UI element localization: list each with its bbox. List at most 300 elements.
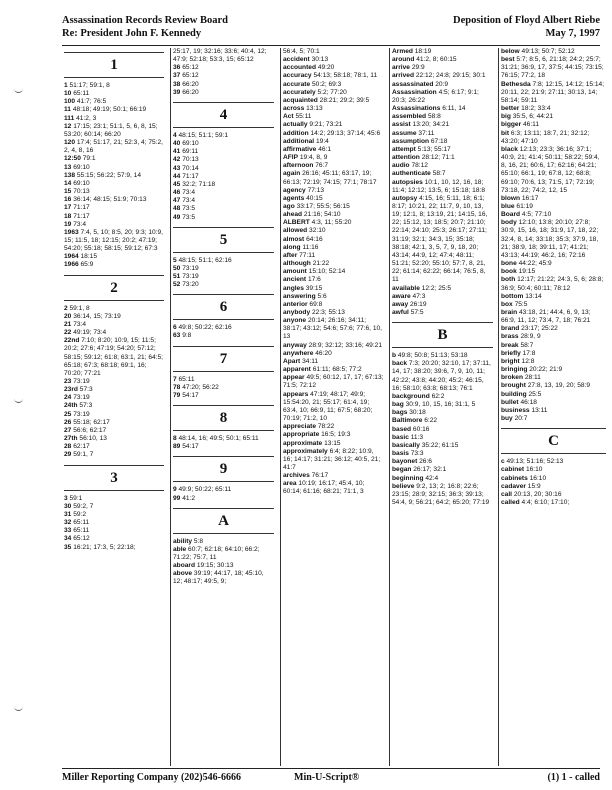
index-word: 36 [173, 64, 181, 72]
index-entry [283, 374, 384, 390]
index-page-refs: 73:4 [182, 189, 196, 197]
index-word: bayonet [392, 458, 418, 466]
index-word: 32 [64, 519, 72, 527]
index-word: 99 [173, 494, 181, 502]
index-page-refs: 32:10 [309, 227, 326, 235]
index-entry [501, 499, 606, 507]
index-word: 41 [173, 148, 181, 156]
index-word: afternoon [283, 162, 314, 170]
index-page-refs: 65:11 [73, 90, 90, 98]
index-word: 27th [64, 435, 78, 443]
index-page-refs: 47:3 [412, 292, 426, 300]
index-word: archives [283, 472, 310, 480]
index-page-refs: 73:5 [182, 213, 196, 221]
index-entry [283, 342, 384, 350]
index-word: beginning [392, 474, 424, 482]
index-word: called [501, 498, 520, 506]
index-entry [392, 352, 493, 360]
index-page-refs: 51:17; 59:1, 8 [69, 82, 110, 89]
index-entry [392, 301, 493, 309]
index-entry [283, 317, 384, 341]
index-entry [392, 146, 493, 154]
index-entry [392, 434, 493, 442]
index-page-refs: 21:16; 54:10 [303, 211, 341, 219]
index-entry [173, 173, 274, 181]
index-entry [392, 450, 493, 458]
index-word: cadaver [501, 482, 526, 490]
index-entry [283, 244, 384, 252]
header-rule [62, 45, 600, 46]
index-page-refs: 67:18 [430, 137, 448, 145]
index-word: box [501, 300, 513, 308]
index-word: background [392, 392, 430, 400]
index-page-refs: 75:5 [514, 300, 528, 308]
index-entry [64, 180, 164, 188]
index-word: ability [173, 537, 193, 545]
index-word: Board [501, 211, 521, 219]
index-entry [501, 105, 606, 113]
index-entry [283, 350, 384, 358]
index-word: back [392, 360, 408, 368]
index-page-refs: 57:5 [410, 309, 424, 316]
index-page-refs: 49:13; 51:16; 52:13 [506, 458, 564, 466]
index-page-refs: 36:14, 15; 73:19 [73, 312, 121, 320]
index-entry [283, 236, 384, 244]
index-entry [173, 81, 274, 89]
index-entry [173, 495, 274, 503]
index-entry [283, 391, 384, 424]
index-word: briefly [501, 349, 521, 357]
index-page-refs: 46:20 [315, 349, 332, 357]
index-word: blown [501, 194, 521, 202]
index-word: 18 [64, 212, 72, 220]
index-page-refs: 4:4; 6:10; 17:10; [521, 498, 570, 506]
index-word: 19 [64, 220, 72, 228]
index-entry [392, 458, 493, 466]
index-page-refs: 58:7 [520, 341, 534, 349]
index-entry [64, 329, 164, 337]
index-entry [173, 72, 274, 80]
index-word: black [501, 145, 518, 153]
index-entry [501, 458, 606, 466]
index-page-refs: 25:17, 19; 32:16; 33:6; 40:4, 12; 47:9; 52:18; 53:3, 15; 65:12 [173, 48, 267, 64]
index-entry [392, 105, 493, 113]
index-page-refs: 60:16 [412, 425, 430, 433]
index-entry [64, 519, 164, 527]
index-page-refs: 26:16; 45:11; 63:17, 19; 66:13; 72:19; 74:15; 77:1; 78:17 [283, 170, 377, 186]
index-word: basically [392, 441, 420, 449]
section-letter-heading: A [173, 508, 274, 534]
index-entry [283, 154, 384, 162]
index-entry [283, 130, 384, 138]
index-word: AFIP [283, 154, 299, 162]
index-page-refs: 13:11 [531, 406, 548, 414]
index-word: basic [392, 433, 409, 441]
index-page-refs: 48:15; 51:1; 59:1 [178, 131, 229, 139]
index-page-refs: 49:20 [317, 64, 335, 72]
index-word: anywhere [283, 349, 314, 357]
index-page-refs: 54:13; 58:18; 78:1, 11 [313, 72, 378, 80]
index-word: autopsies [392, 178, 423, 186]
index-entry [501, 203, 606, 211]
index-page-refs: 73:3 [410, 450, 424, 458]
index-entry [283, 203, 384, 211]
index-page-refs: 69:10 [182, 140, 199, 148]
index-page-refs: 17:8 [522, 349, 536, 357]
index-word: assembled [392, 113, 427, 121]
index-page-refs: 77:11 [299, 251, 316, 259]
index-page-refs: 49:13; 50:7; 52:12 [521, 48, 575, 55]
index-word: audio [392, 162, 410, 170]
index-entry [501, 146, 606, 195]
index-entry [501, 130, 606, 146]
word-index [62, 48, 608, 766]
index-page-refs: 6:3; 13:11; 18:7, 21; 32:12; 43:20; 47:10 [501, 129, 590, 145]
index-page-refs: 4:5; 77:10 [521, 211, 552, 219]
index-word: 25 [64, 410, 72, 418]
index-page-refs: 19:15 [518, 268, 536, 276]
index-entry [283, 187, 384, 195]
index-entry [283, 285, 384, 293]
index-page-refs: 27:8, 13, 19, 20; 58:9 [527, 382, 591, 390]
index-page-refs: 41:2, 8; 60:15 [416, 56, 457, 64]
index-entry [283, 211, 384, 219]
index-page-refs: 55:11 [295, 113, 312, 121]
index-page-refs: 28:11 [524, 374, 541, 382]
index-entry [283, 431, 384, 439]
index-word: accident [283, 56, 310, 64]
index-page-refs: 49:8; 50:8; 51:13; 53:18 [397, 352, 468, 360]
column-divider [389, 48, 390, 766]
section-letter-heading: B [392, 322, 493, 348]
index-page-refs: 47:20; 56:22 [182, 383, 219, 391]
index-page-refs: 5:7; 8:5, 6, 21:18; 24:2; 25:7; 31:21; 36:9, 17, 37:5; 44:15; 73:15; 76:15; 77:2, 18 [501, 56, 604, 80]
index-page-refs: 12:10; 13:8; 20:10; 27:8; 30:9, 15, 16, 18; 31:9, 17, 18, 22; 32:4, 8, 14; 33:18; 35:3; 37:9, 18, 21; 38:9, 18; 39:11, 17; 41:21; 43:13; 44:19; 46:2, 16; 72:16 [501, 219, 599, 259]
index-word: approximately [283, 447, 328, 455]
index-page-refs: 19:4 [315, 137, 329, 145]
index-page-refs: 71:17 [182, 172, 199, 180]
index-page-refs: 65:11 [178, 375, 195, 383]
index-page-refs: 78:12 [411, 162, 428, 170]
section-letter-heading: 2 [64, 275, 164, 301]
index-page-refs: 76:7 [315, 162, 329, 170]
index-word: believe [392, 482, 415, 490]
index-word: appropriate [283, 431, 320, 439]
index-word: ancient [283, 276, 307, 284]
index-page-refs: 16:5; 19:3 [321, 431, 351, 439]
index-word: bit [501, 129, 510, 137]
index-word: awful [392, 309, 409, 316]
index-page-refs: 76:17 [311, 472, 329, 480]
index-page-refs: 28:21; 29:2; 39:5 [319, 96, 370, 104]
index-entry [392, 285, 493, 293]
index-word: 29 [64, 451, 72, 459]
index-entry [64, 321, 164, 329]
index-entry [64, 535, 164, 543]
index-entry [392, 89, 493, 105]
index-word: 1966 [64, 261, 79, 269]
index-entry [64, 229, 164, 253]
index-page-refs: 14:2; 29:13; 37:14; 45:6 [310, 129, 381, 137]
index-page-refs: 9:21; 73:21 [309, 121, 343, 129]
index-word: accuracy [283, 72, 312, 80]
index-word: 48 [173, 205, 181, 213]
index-entry [501, 211, 606, 219]
index-entry [173, 376, 274, 384]
index-word: brass [501, 333, 519, 341]
header-deposition-title: Deposition of Floyd Albert Riebe [453, 15, 600, 26]
index-page-refs: 47:19; 48:17; 49:9; 15:54:20, 21; 55:17; 61:4, 19; 63:4, 10; 66:9, 11; 67:5; 68:20; 70:19; 71:2, 10 [283, 390, 373, 423]
index-entry [283, 480, 384, 496]
index-entry [392, 466, 493, 474]
index-word: 28 [64, 443, 72, 451]
index-word: additional [283, 137, 315, 145]
index-entry [501, 407, 606, 415]
index-word: 5 [173, 256, 177, 264]
index-word: attempt [392, 145, 416, 153]
section-letter-heading: 4 [173, 102, 274, 128]
index-entry [283, 138, 384, 146]
index-page-refs: 10:1, 10, 12, 16, 18; 11:4; 12:12; 13:5, 6; 15:18; 18:8 [392, 178, 485, 194]
index-page-refs: 43:18, 21; 44:4, 6, 9, 13; 66:9, 11, 12; 73:4, 7, 18; 76:21 [501, 309, 591, 325]
index-word: 6 [173, 324, 177, 332]
index-page-refs: 69:10 [73, 179, 90, 187]
index-word: actually [283, 121, 308, 129]
index-page-refs: 34:11 [302, 357, 319, 365]
index-page-refs: 73:20 [182, 281, 199, 289]
index-entry [64, 313, 164, 321]
index-entry [501, 358, 606, 366]
index-column-2 [173, 48, 274, 766]
index-word: 1964 [64, 253, 79, 261]
index-word: appears [283, 390, 309, 398]
index-entry [501, 415, 606, 423]
index-entry [283, 97, 384, 105]
index-word: book [501, 268, 517, 276]
index-entry [501, 56, 606, 80]
section-letter-heading: 8 [173, 405, 274, 431]
index-page-refs: 33:17; 55:5; 56:15 [296, 202, 350, 210]
section-letter-heading: 3 [64, 465, 164, 491]
index-entry [64, 419, 164, 427]
index-page-refs: 7:3; 20:20; 32:10, 17; 37:11, 14, 17; 38:20; 39:6, 7, 9, 10, 11; 42:22; 43:8; 44:20; 45:2; 46:15, 16; 58:10; 63:8; 68:13; 76:1 [392, 360, 491, 392]
index-entry [283, 301, 384, 309]
index-entry [283, 48, 384, 56]
index-word: 21 [64, 320, 72, 328]
index-entry [501, 195, 606, 203]
index-word: Assassinations [392, 105, 441, 113]
index-entry [64, 435, 164, 443]
index-page-refs: 39:15 [305, 284, 323, 292]
index-entry [501, 466, 606, 474]
index-word: bright [501, 357, 520, 365]
index-page-refs: 17:15; 23:1; 51:1, 5, 6, 8, 15; 53:20; 60:14; 66:20 [64, 122, 158, 138]
index-word: 31 [64, 510, 72, 518]
index-page-refs: 78:22 [317, 423, 335, 431]
index-entry [283, 105, 384, 113]
index-entry [64, 337, 164, 378]
index-entry [501, 268, 606, 276]
index-entry [392, 130, 493, 138]
index-word: bag [392, 401, 404, 409]
index-page-refs: 9:8 [182, 332, 192, 340]
index-entry [501, 121, 606, 129]
index-page-refs: 12:8 [521, 357, 535, 365]
index-word: 44 [173, 172, 181, 180]
index-entry [173, 205, 274, 213]
index-page-refs: 20:7 [514, 415, 528, 423]
index-word: based [392, 425, 412, 433]
index-word: approximate [283, 439, 323, 447]
index-column-1 [64, 48, 164, 766]
index-page-refs: 19:15; 30:13 [196, 562, 234, 570]
index-page-refs: 21:22 [312, 260, 330, 268]
index-entry [64, 188, 164, 196]
index-entry [64, 511, 164, 519]
index-word: arrived [392, 72, 414, 80]
index-word: assumption [392, 137, 430, 145]
index-page-refs: 4:15, 16; 5:11, 18; 6:1; 8:17; 10:21, 22; 11:7, 9, 10, 13, 19; 12:1, 8; 13:19, 21; 14:15, 16, 22; 15:12, 13; 18:5; 20:7; 21:10; 22:14; 24:10; 25:3; 26:17; 27:11; 31:19; 32:1; 34:3, 15; 35:18; 38:18; 42:1, 3, 5, 7, 9, 18, 20; 43:14; 44:9, 12; 47:4; 48:11; 51:21; 52:20; 55:10; 57:7, 8, 21, 22; 61:14; 62:22; 66:14; 76:5, 8, 11 [392, 194, 488, 284]
index-entry [392, 56, 493, 64]
index-word: 39 [173, 88, 181, 96]
footer-rule [62, 768, 600, 769]
index-word: 20 [64, 312, 72, 320]
index-entry [64, 213, 164, 221]
index-word: anyway [283, 341, 307, 349]
index-word: 23rd [64, 386, 78, 394]
index-page-refs: 59:1, 7 [73, 451, 94, 459]
index-page-refs: 41:2, 3 [76, 114, 97, 122]
index-page-refs: 55:18; 62:17 [73, 418, 110, 426]
index-page-refs: 61:19 [516, 202, 533, 210]
index-word: bigger [501, 121, 522, 129]
index-entry [64, 139, 164, 155]
index-word: angles [283, 284, 304, 292]
index-word: across [283, 105, 305, 113]
index-entry [64, 427, 164, 435]
index-word: aboard [173, 562, 195, 570]
index-entry [392, 293, 493, 301]
index-entry [173, 181, 274, 189]
index-page-refs: 64:16 [306, 235, 323, 243]
index-entry [283, 195, 384, 203]
index-page-refs: 41:7; 76:5 [76, 98, 107, 106]
index-page-refs: 73:4 [73, 220, 87, 228]
index-word: accurate [283, 80, 311, 88]
index-page-refs: 6:11, 14 [442, 105, 466, 113]
index-entry [64, 402, 164, 410]
footer-company: Miller Reporting Company (202)546-6666 [62, 772, 241, 783]
index-word: 10 [64, 90, 72, 98]
index-entry [501, 48, 606, 56]
index-entry [173, 197, 274, 205]
index-page-refs: 69:11 [182, 148, 199, 156]
index-page-refs: 54:17 [182, 443, 199, 451]
index-word: 7 [173, 375, 177, 383]
index-page-refs: 29:9 [411, 64, 425, 72]
index-page-refs: 28:12; 71:1 [421, 154, 455, 162]
binder-hole-mark [14, 396, 23, 403]
index-entry [501, 391, 606, 399]
index-entry [64, 386, 164, 394]
index-page-refs: 56:6; 62:17 [73, 426, 107, 434]
index-word: brand [501, 325, 520, 333]
index-word: appreciate [283, 423, 316, 431]
index-word: bags [392, 409, 408, 417]
index-word: after [283, 251, 298, 259]
index-word: bone [501, 260, 517, 268]
index-word: Act [283, 113, 294, 121]
index-page-refs: 61:11; 68:5; 77:2 [312, 366, 362, 374]
index-entry [283, 121, 384, 129]
index-word: allowed [283, 227, 308, 235]
index-page-refs: 73:19 [182, 272, 199, 280]
index-word: 33 [64, 527, 72, 535]
index-word: aware [392, 292, 411, 300]
index-entry [501, 333, 606, 341]
index-entry [173, 538, 274, 546]
index-word: 12:50 [64, 155, 81, 163]
index-page-refs: 44:22; 45:9 [518, 260, 552, 268]
index-page-refs: 39:19; 44:17, 18; 45:10, 12; 48:17; 49:5, 9; [173, 570, 264, 586]
index-word: 78 [173, 383, 181, 391]
index-entry [64, 98, 164, 106]
index-entry [64, 106, 164, 114]
index-word: bottom [501, 292, 524, 300]
index-entry [501, 301, 606, 309]
index-entry [64, 544, 164, 552]
header-case-title: Re: President John F. Kennedy [62, 28, 202, 39]
index-entry [173, 281, 274, 289]
index-page-refs: 73:4 [182, 197, 196, 205]
index-entry [501, 309, 606, 325]
index-word: agency [283, 186, 306, 194]
index-page-refs: 65:11 [73, 527, 90, 535]
footer-page-ref: (1) 1 - called [547, 772, 600, 783]
index-entry [283, 170, 384, 186]
index-page-refs: 49:8; 50:22; 62:16 [178, 324, 232, 332]
index-word: building [501, 390, 527, 398]
index-page-refs: 16:10 [525, 466, 543, 474]
index-word: around [392, 56, 415, 64]
index-page-refs: 41:2 [182, 494, 196, 502]
index-word: 35 [64, 543, 72, 551]
index-word: 43 [173, 164, 181, 172]
index-word: 1 [64, 82, 68, 89]
index-page-refs: 73:5 [182, 205, 196, 213]
section-letter-heading: 5 [173, 227, 274, 253]
index-entry [283, 440, 384, 448]
index-page-refs: 13:15 [324, 439, 341, 447]
section-letter-heading: 9 [173, 456, 274, 482]
index-entry [64, 378, 164, 386]
index-word: above [173, 570, 193, 578]
index-page-refs: 49:9; 50:22; 65:11 [178, 486, 232, 494]
index-word: 4 [173, 131, 177, 139]
index-entry [283, 448, 384, 472]
index-entry [392, 113, 493, 121]
index-page-refs: 28:9; 32:12; 33:16; 49:21 [308, 341, 382, 349]
index-word: brought [501, 382, 526, 390]
index-entry [392, 483, 493, 507]
index-page-refs: 5:13; 55:17 [417, 145, 451, 153]
index-word: 45 [173, 180, 181, 188]
index-page-refs: 54:17 [182, 391, 199, 399]
index-page-refs: 15:10; 52:14 [308, 268, 346, 276]
index-entry [64, 495, 164, 503]
index-word: both [501, 276, 516, 284]
index-word: away [392, 300, 409, 308]
